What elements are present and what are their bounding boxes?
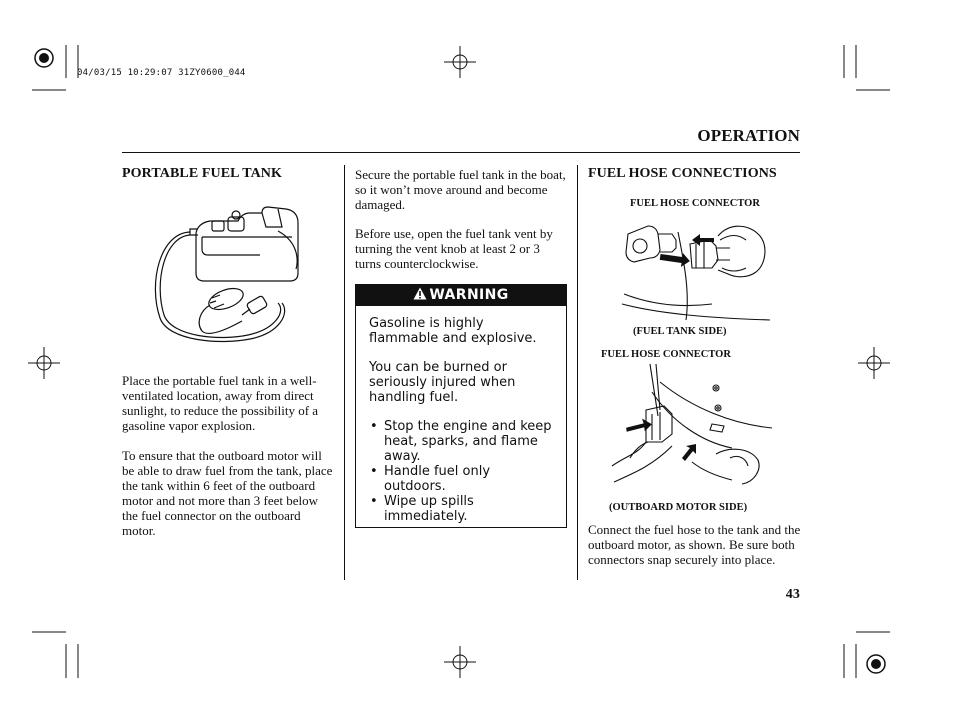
arrow-icon [625,417,653,433]
paragraph: Secure the portable fuel tank in the boat, so it won’t move around and become damaged. [355,167,566,212]
warning-line-1: Gasoline is highly flammable and explosive. [369,316,537,346]
motor-side-connector-illustration [612,362,772,492]
arrow-icon [682,444,696,461]
warning-header [356,285,566,306]
column-divider [344,165,345,580]
warning-bullet: • Handle fuel only outdoors. [381,464,554,494]
warning-bullet: • Stop the engine and keep heat, sparks, and flame away. [381,419,554,464]
arrow-icon [692,234,714,246]
left-para-1 [122,373,337,433]
print-stamp: 04/03/15 10:29:07 31ZY0600_044 [77,68,246,78]
warning-triangle-icon [413,287,427,300]
warning-bullet: • Wipe up spills immediately. [381,494,554,524]
paragraph: Before use, open the fuel tank vent by turning the vent knob at least 2 or 3 turns counterclockwise. [355,226,553,271]
middle-para-1 [355,167,567,212]
fig1-caption: (FUEL TANK SIDE) [633,326,727,337]
section-title: OPERATION [697,126,800,145]
fuel-tank-illustration [150,203,310,353]
paragraph: Place the portable fuel tank in a well-ventilated location, away from direct sunlight, to reduce the possibility of a gasoline vapor explosion. [122,373,319,433]
middle-para-2 [355,226,567,271]
fig2-caption: (OUTBOARD MOTOR SIDE) [609,502,748,513]
arrow-icon [659,250,691,268]
warning-body [356,306,566,524]
paragraph: To ensure that the outboard motor will be able to draw fuel from the tank, place the tank within 6 feet of the outboard motor and not more than 3 feet below the fuel connector on the outboard motor. [122,448,333,538]
paragraph: Connect the fuel hose to the tank and the outboard motor, as shown. Be sure both connectors snap securely into place. [588,522,801,567]
warning-line-2: You can be burned or seriously injured when handling fuel. [369,360,516,405]
portable-fuel-tank-heading: PORTABLE FUEL TANK [122,166,283,181]
page-number: 43 [785,587,800,602]
tank-side-connector-illustration [620,212,770,322]
fig1-label: FUEL HOSE CONNECTOR [630,198,760,209]
right-para [588,522,803,567]
starburst-icon [867,655,885,673]
warning-title: WARNING [429,287,509,303]
left-para-2 [122,448,337,538]
fig2-label: FUEL HOSE CONNECTOR [601,349,731,360]
header-rule [122,152,800,153]
column-divider [577,165,578,580]
warning-list [369,419,554,524]
fuel-hose-connections-heading: FUEL HOSE CONNECTIONS [588,166,777,181]
warning-box [355,284,567,528]
starburst-icon [35,49,53,67]
